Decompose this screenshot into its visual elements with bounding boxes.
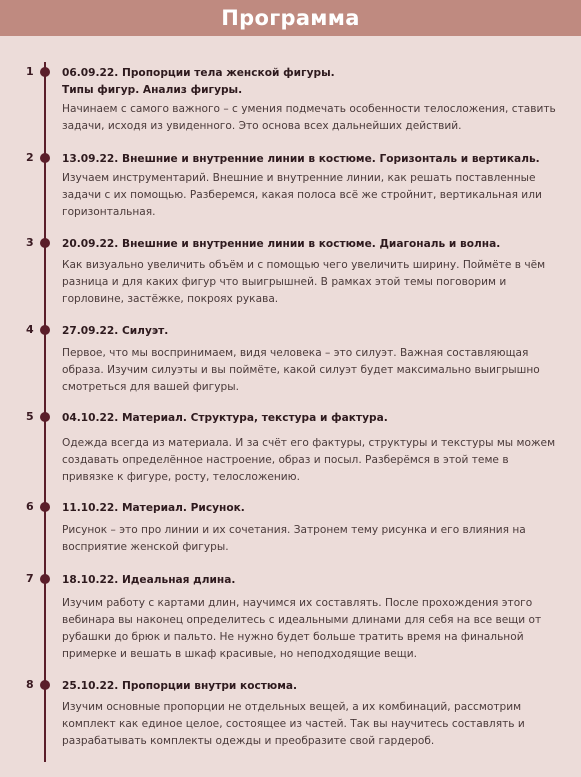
- item-title: 06.09.22. Пропорции тела женской фигуры. Типы фигур. Анализ фигуры.: [62, 67, 335, 96]
- timeline-dot: [40, 502, 50, 512]
- item-title: 20.09.22. Внешние и внутренние линии в костюме. Диагональ и волна.: [62, 238, 501, 250]
- item-title: 25.10.22. Пропорции внутри костюма.: [62, 680, 298, 692]
- item-title: 27.09.22. Силуэт.: [62, 325, 169, 337]
- item-description: Одежда всегда из материала. И за счёт его фактуры, структуры и текстуры мы можем создавать определённое настроение, образ и посыл. Разберёмся в этой теме в привязке к фигуре, росту, телосложению.: [62, 437, 556, 483]
- item-number: 5: [26, 410, 34, 423]
- item-description: Изучим работу с картами длин, научимся их составлять. После прохождения этого вебинара вы наконец определитесь с идеальными длинами для себя на все вещи от рубашки до брюк и пальто. Не нужно будет больше тратить время на финальной примерке и вешать в шкаф красивые, но неподходящие вещи.: [62, 597, 542, 660]
- item-description: Первое, что мы воспринимаем, видя человека – это силуэт. Важная составляющая образа. Изучим силуэты и вы поймёте, какой силуэт будет максимально выигрышно смотреться для вашей фигуры.: [62, 347, 540, 393]
- item-description: Как визуально увеличить объём и с помощью чего увеличить ширину. Поймёте в чём разница и для каких фигур что выигрышней. В рамках этой темы поговорим и горловине, застёжке, покроях рукава.: [62, 259, 546, 305]
- item-number: 4: [26, 323, 34, 336]
- timeline-dot: [40, 574, 50, 584]
- item-number: 1: [26, 65, 34, 78]
- page-title: Программа: [221, 6, 360, 30]
- timeline-dot: [40, 238, 50, 248]
- timeline-dot: [40, 67, 50, 77]
- item-number: 2: [26, 151, 34, 164]
- item-title: 18.10.22. Идеальная длина.: [62, 574, 236, 586]
- item-title: 04.10.22. Материал. Структура, текстура и фактура.: [62, 412, 388, 424]
- item-title: 11.10.22. Материал. Рисунок.: [62, 502, 245, 514]
- timeline-dot: [40, 680, 50, 690]
- item-description: Изучим основные пропорции не отдельных вещей, а их комбинаций, рассмотрим комплект как единое целое, состоящее из частей. Так вы научитесь составлять и разрабатывать комплекты одежды и преобразите свой гардероб.: [62, 701, 525, 747]
- item-number: 7: [26, 572, 34, 585]
- item-number: 8: [26, 678, 34, 691]
- item-title: 13.09.22. Внешние и внутренние линии в костюме. Горизонталь и вертикаль.: [62, 153, 540, 165]
- item-description: Изучаем инструментарий. Внешние и внутренние линии, как решать поставленные задачи с их помощью. Разберемся, какая полоса всё же стройнит, вертикальная или горизонтальная.: [62, 172, 542, 218]
- item-number: 3: [26, 236, 34, 249]
- page-header: [0, 0, 581, 36]
- item-number: 6: [26, 500, 34, 513]
- item-description: Рисунок – это про линии и их сочетания. Затронем тему рисунка и его влияния на восприятие женской фигуры.: [62, 524, 526, 553]
- item-description: Начинаем с самого важного – с умения подмечать особенности телосложения, ставить задачи, исходя из увиденного. Это основа всех дальнейших действий.: [62, 103, 556, 132]
- timeline-dot: [40, 325, 50, 335]
- timeline-dot: [40, 412, 50, 422]
- timeline-dot: [40, 153, 50, 163]
